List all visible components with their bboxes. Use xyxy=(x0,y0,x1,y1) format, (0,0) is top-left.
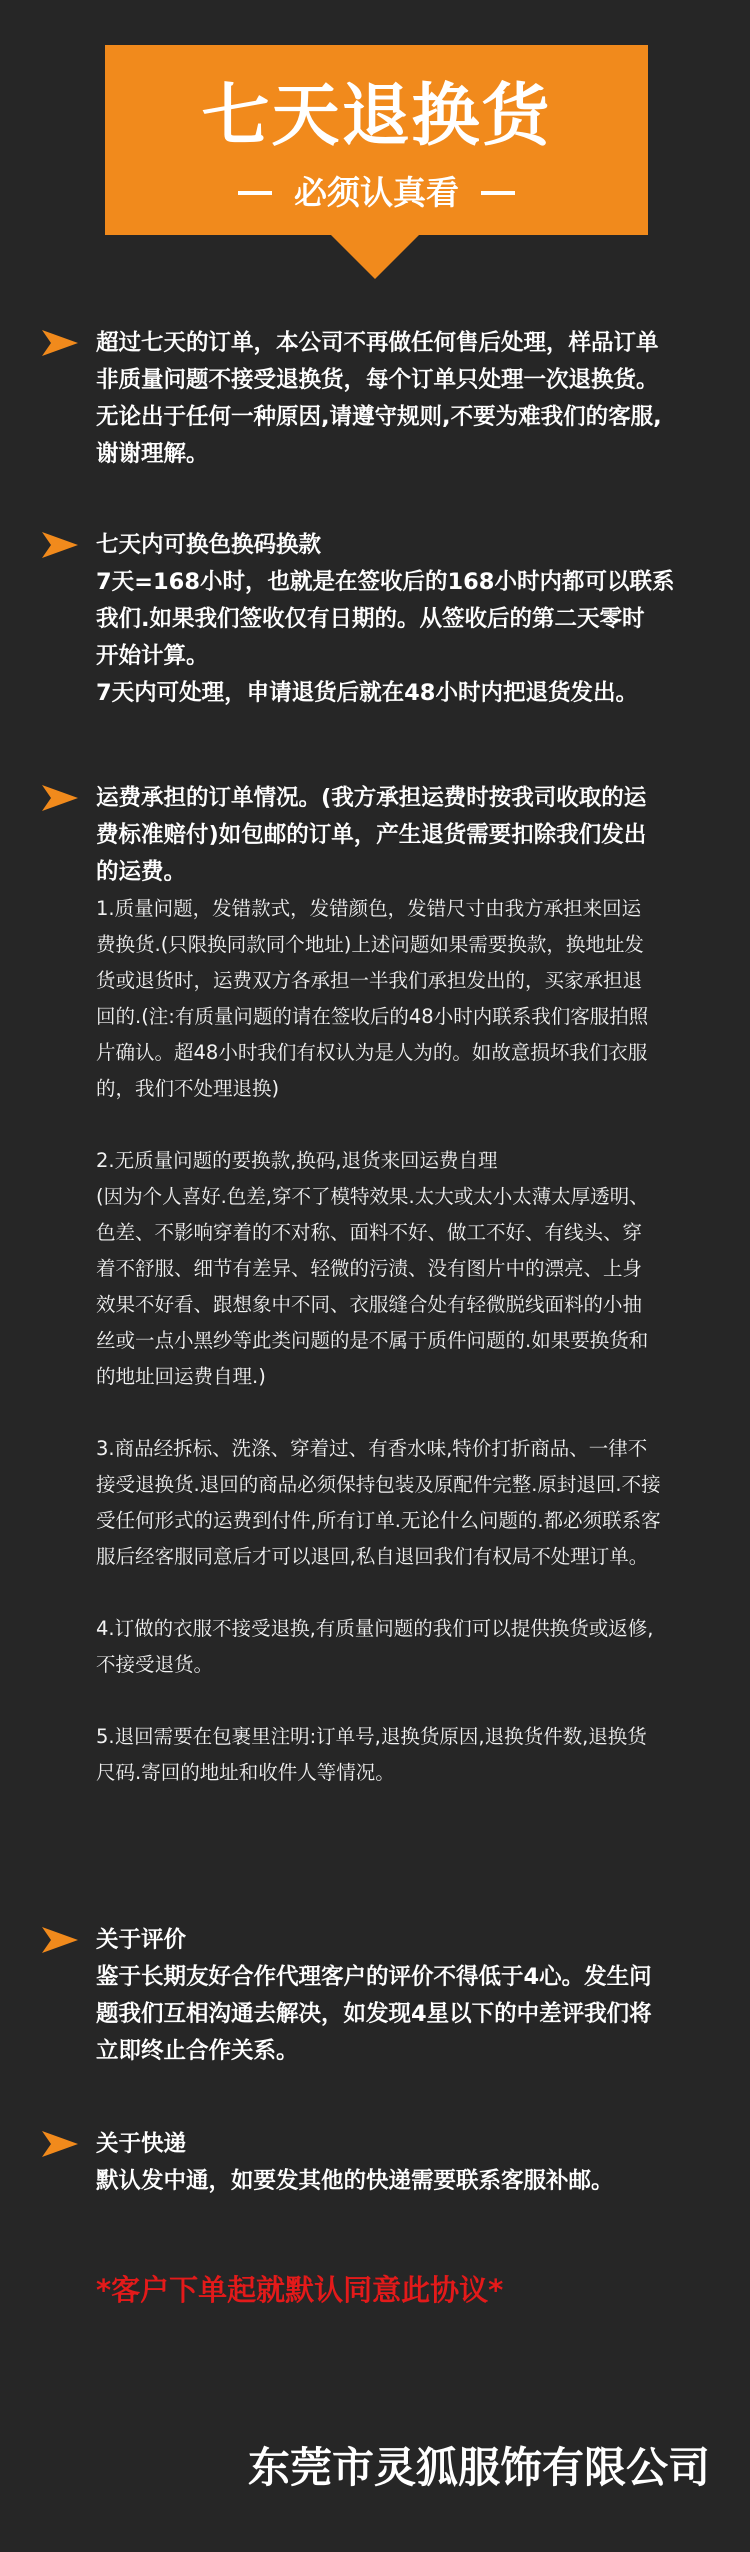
section-shipping-cost xyxy=(38,780,708,1791)
dash-right xyxy=(481,191,515,195)
orange-arrow-icon xyxy=(42,2129,78,2159)
subtitle-text: 必须认真看 xyxy=(294,173,459,212)
section-courier xyxy=(38,2126,708,2200)
section-body: 默认发中通，如要发其他的快递需要联系客服补邮。 xyxy=(96,2168,614,2194)
rule-paragraph-5: 5.退回需要在包裹里注明:订单号,退换货原因,退换货件数,退换货 尺码.寄回的地址和收件人等情况。 xyxy=(96,1725,647,1784)
orange-arrow-icon xyxy=(42,783,78,813)
section-body: 7天=168小时，也就是在签收后的168小时内都可以联系 我们.如果我们签收仅有日期的。从签收后的第二天零时 开始计算。 7天内可处理，申请退货后就在48小时内把退货发出。 xyxy=(96,569,675,706)
section-heading: 七天内可换色换码换款 xyxy=(96,532,322,558)
orange-arrow-icon xyxy=(42,530,78,560)
section-reviews xyxy=(38,1922,708,2070)
rule-paragraph-4: 4.订做的衣服不接受退换,有质量问题的我们可以提供换货或返修, 不接受退货。 xyxy=(96,1617,654,1676)
section-exchange xyxy=(38,527,708,712)
section-heading: 关于评价 xyxy=(96,1927,187,1953)
page-subtitle xyxy=(105,173,648,213)
orange-arrow-icon xyxy=(42,1925,78,1955)
section-seven-days xyxy=(38,325,708,473)
section-body: 超过七天的订单，本公司不再做任何售后处理，样品订单 非质量问题不接受退换货，每个订单只处理一次退换货。 无论出于任何一种原因,请遵守规则,不要为难我们的客服, 谢谢理解。 xyxy=(96,330,662,467)
title-banner xyxy=(105,45,648,235)
section-body: 运费承担的订单情况。(我方承担运费时按我司收取的运 费标准赔付)如包邮的订单，产生退货需要扣除我们发出 的运费。 xyxy=(96,785,647,885)
page-title: 七天退换货 xyxy=(201,77,552,156)
rule-paragraph-2: 2.无质量问题的要换款,换码,退货来回运费自理 (因为个人喜好.色差,穿不了模特效果.太大或太小太薄太厚透明、 色差、不影响穿着的不对称、面料不好、做工不好、有线头、穿 着不舒服、细节有差异、轻微的污渍、没有图片中的漂亮、上身 效果不好看、跟想象中不同、衣服缝合处有轻微脱线面料的小抽 丝或一点小黑纱等此类问题的是不属于质件问题的.如果要换货和 的地址回运费自理.) xyxy=(96,1149,649,1388)
agreement-notice: *客户下单起就默认同意此协议* xyxy=(96,2273,504,2307)
section-body: 鉴于长期友好合作代理客户的评价不得低于4心。发生问 题我们互相沟通去解决，如发现4星以下的中差评我们将 立即终止合作关系。 xyxy=(96,1964,652,2064)
rule-paragraph-1: 1.质量问题，发错款式，发错颜色，发错尺寸由我方承担来回运 费换货.(只限换同款同个地址)上述问题如果需要换款，换地址发 货或退货时，运费双方各承担一半我们承担发出的，买家承担退 回的.(注:有质量问题的请在签收后的48小时内联系我们客服拍照 片确认。超48小时我们有权认为是人为的。如故意损坏我们衣服 的，我们不处理退换) xyxy=(96,897,649,1100)
banner-pointer xyxy=(331,235,419,279)
orange-arrow-icon xyxy=(42,328,78,358)
company-name: 东莞市灵狐服饰有限公司 xyxy=(247,2443,710,2492)
dash-left xyxy=(238,191,272,195)
rule-paragraph-3: 3.商品经拆标、洗涤、穿着过、有香水味,特价打折商品、一律不 接受退换货.退回的商品必须保持包装及原配件完整.原封退回.不接 受任何形式的运费到付件,所有订单.无论什么问题的.都必须联系客 服后经客服同意后才可以退回,私自退回我们有权局不处理订单。 xyxy=(96,1437,661,1568)
section-heading: 关于快递 xyxy=(96,2131,187,2157)
